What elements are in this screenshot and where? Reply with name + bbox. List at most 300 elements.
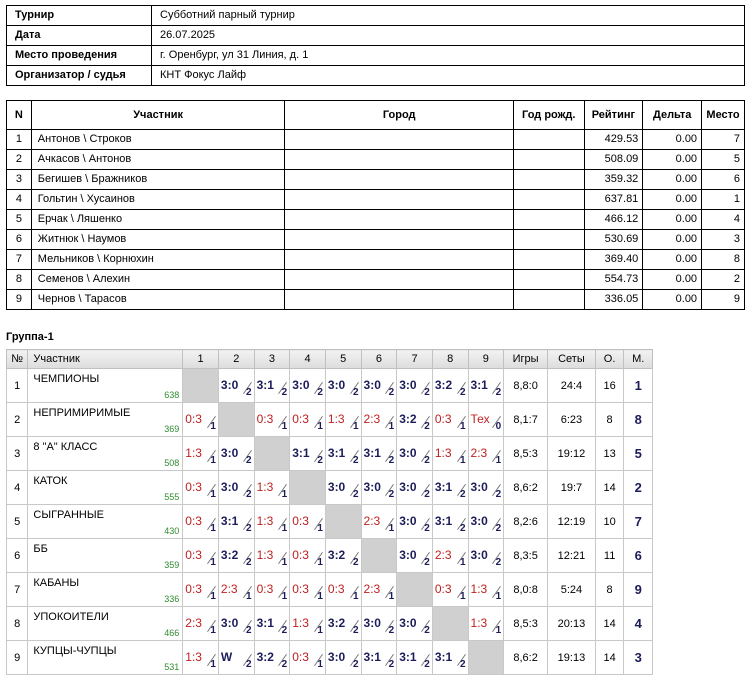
match-result [469, 473, 504, 502]
match-points: 1 [352, 591, 359, 602]
tournament-info-table [6, 5, 745, 86]
match-result [326, 643, 361, 672]
match-points: 1 [317, 557, 323, 568]
participant-year [513, 250, 584, 270]
match-cell [218, 607, 254, 641]
games-cell: 8,8:0 [504, 369, 548, 403]
participant-rating: 637.81 [584, 190, 643, 210]
match-score: 3:0 [220, 446, 239, 460]
participant-city [285, 210, 514, 230]
match-points: 1 [317, 659, 323, 670]
group-row-number: 2 [7, 403, 28, 437]
participant-rating: 554.73 [584, 270, 643, 290]
participant-city [285, 190, 514, 210]
points-cell: 14 [595, 471, 624, 505]
match-result [183, 541, 218, 570]
participant-city [285, 230, 514, 250]
match-cell [183, 369, 219, 403]
place-cell: 7 [624, 505, 653, 539]
participant-place: 6 [702, 170, 745, 190]
match-score: 3:0 [327, 378, 346, 392]
points-cell: 13 [595, 437, 624, 471]
match-points: 1 [317, 421, 323, 432]
points-cell: 11 [595, 539, 624, 573]
match-cell [183, 403, 219, 437]
match-cell [290, 403, 326, 437]
match-points: 1 [210, 489, 216, 500]
participant-city [285, 270, 514, 290]
team-rating: 466 [164, 628, 180, 638]
match-cell [183, 607, 219, 641]
match-score: 3:1 [470, 378, 488, 392]
match-cell [432, 369, 468, 403]
match-result [326, 439, 361, 468]
participant-place: 1 [702, 190, 745, 210]
match-result [255, 643, 290, 672]
group-header: № [7, 350, 28, 369]
match-result [219, 643, 254, 672]
match-score: 3:0 [399, 480, 417, 494]
match-cell [432, 471, 468, 505]
match-cell [290, 437, 326, 471]
participant-n: 4 [7, 190, 32, 210]
match-score: 1:3 [256, 514, 274, 528]
match-points: 2 [424, 455, 430, 466]
match-result [219, 371, 254, 400]
match-points: 1 [210, 455, 216, 466]
match-cell [468, 471, 504, 505]
team-cell [28, 403, 183, 437]
match-result [326, 473, 361, 502]
match-score: 3:2 [327, 548, 346, 562]
team-cell [28, 573, 183, 607]
match-score: 3:1 [363, 650, 381, 664]
match-cell [432, 437, 468, 471]
match-points: 2 [281, 387, 288, 398]
match-points: 1 [210, 659, 216, 670]
participant-year [513, 150, 584, 170]
match-points: 2 [424, 625, 430, 636]
participant-year [513, 290, 584, 310]
place-cell: 2 [624, 471, 653, 505]
match-cell [254, 403, 290, 437]
team-cell [28, 471, 183, 505]
participant-n: 6 [7, 230, 32, 250]
match-points: 2 [352, 489, 359, 500]
match-cell [397, 641, 433, 675]
match-points: 2 [424, 489, 430, 500]
match-cell [254, 369, 290, 403]
match-result [362, 439, 397, 468]
match-result [290, 643, 325, 672]
match-cell [468, 437, 504, 471]
match-result [290, 609, 325, 638]
match-cell [290, 641, 326, 675]
match-points: 1 [281, 489, 288, 500]
match-cell [397, 573, 433, 607]
info-label: Дата [7, 26, 152, 46]
participant-place: 8 [702, 250, 745, 270]
sets-cell: 19:7 [547, 471, 595, 505]
match-cell [254, 573, 290, 607]
points-cell: 14 [595, 641, 624, 675]
match-cell [468, 403, 504, 437]
group-header: 3 [254, 350, 290, 369]
participants-header: Рейтинг [584, 101, 643, 130]
team-name: 8 "А" КЛАСС [33, 441, 98, 453]
match-result [362, 405, 397, 434]
place-cell: 5 [624, 437, 653, 471]
group-row-number: 1 [7, 369, 28, 403]
match-points: 2 [246, 387, 252, 398]
match-result [183, 439, 218, 468]
match-score: 3:0 [327, 480, 346, 494]
match-score: 0:3 [292, 514, 309, 528]
match-points: 2 [246, 523, 252, 534]
sets-cell: 20:13 [547, 607, 595, 641]
group-header: 2 [218, 350, 254, 369]
match-result [219, 575, 254, 604]
match-cell [397, 539, 433, 573]
match-cell [432, 641, 468, 675]
match-score: 3:0 [470, 514, 488, 528]
place-cell: 6 [624, 539, 653, 573]
team-rating: 369 [164, 424, 180, 434]
match-score: 3:0 [363, 616, 381, 630]
match-score: 3:0 [363, 480, 381, 494]
match-points: 1 [388, 421, 395, 432]
info-value: 26.07.2025 [152, 26, 745, 46]
sets-cell: 6:23 [547, 403, 595, 437]
participant-rating: 530.69 [584, 230, 643, 250]
match-cell [397, 505, 433, 539]
participant-name: Житнюк \ Наумов [31, 230, 285, 250]
games-cell: 8,6:2 [504, 641, 548, 675]
participant-n: 1 [7, 130, 32, 150]
match-points: 0 [495, 421, 502, 432]
group-header: 5 [325, 350, 361, 369]
match-score: 1:3 [470, 616, 488, 630]
match-points: 2 [317, 455, 323, 466]
match-score: 3:0 [220, 616, 239, 630]
match-score: 1:3 [327, 412, 345, 426]
participant-year [513, 230, 584, 250]
participant-name: Ачкасов \ Антонов [31, 150, 285, 170]
match-points: 1 [210, 625, 216, 636]
team-rating: 531 [164, 662, 180, 672]
group-row-number: 7 [7, 573, 28, 607]
sets-cell: 12:21 [547, 539, 595, 573]
match-result [397, 609, 432, 638]
participant-city [285, 250, 514, 270]
team-rating: 508 [164, 458, 180, 468]
match-result [183, 473, 218, 502]
match-cell [361, 369, 397, 403]
sets-cell: 12:19 [547, 505, 595, 539]
match-cell [325, 437, 361, 471]
match-score: 3:1 [220, 514, 239, 528]
match-points: 2 [388, 387, 395, 398]
match-result [397, 473, 432, 502]
team-rating: 430 [164, 526, 180, 536]
place-cell: 1 [624, 369, 653, 403]
match-points: 2 [352, 455, 359, 466]
participant-delta: 0.00 [643, 290, 702, 310]
match-cell [325, 505, 361, 539]
match-result [397, 439, 432, 468]
participant-n: 3 [7, 170, 32, 190]
group-row-number: 6 [7, 539, 28, 573]
match-score: 3:0 [399, 616, 417, 630]
match-points: 1 [459, 591, 466, 602]
match-score: 0:3 [185, 480, 202, 494]
match-cell [218, 437, 254, 471]
match-cell [432, 539, 468, 573]
games-cell: 8,5:3 [504, 607, 548, 641]
match-cell [397, 369, 433, 403]
match-cell [218, 403, 254, 437]
match-result [183, 609, 218, 638]
match-score: 2:3 [220, 582, 238, 596]
match-result [255, 541, 290, 570]
match-result [433, 439, 468, 468]
points-cell: 8 [595, 573, 624, 607]
match-cell [183, 641, 219, 675]
team-name: УПОКОИТЕЛИ [33, 611, 109, 623]
group-row [7, 403, 653, 437]
match-points: 2 [495, 387, 502, 398]
match-result [433, 473, 468, 502]
match-result [469, 405, 504, 434]
points-cell: 16 [595, 369, 624, 403]
match-cell [290, 607, 326, 641]
match-points: 2 [352, 625, 359, 636]
match-result [469, 609, 504, 638]
participant-n: 8 [7, 270, 32, 290]
match-result [397, 405, 432, 434]
match-cell [468, 641, 504, 675]
group-header: 1 [183, 350, 219, 369]
match-result [255, 609, 290, 638]
games-cell: 8,0:8 [504, 573, 548, 607]
info-value: Субботний парный турнир [152, 6, 745, 26]
match-score: 2:3 [363, 412, 381, 426]
group-header: Участник [28, 350, 183, 369]
match-result [290, 439, 325, 468]
match-cell [468, 607, 504, 641]
match-points: 2 [424, 523, 430, 534]
team-cell [28, 505, 183, 539]
match-result [433, 575, 468, 604]
match-cell [183, 471, 219, 505]
match-points: 1 [495, 455, 502, 466]
participant-city [285, 130, 514, 150]
match-result [219, 541, 254, 570]
group-header: О. [595, 350, 624, 369]
participant-delta: 0.00 [643, 130, 702, 150]
match-result [219, 439, 254, 468]
participant-delta: 0.00 [643, 250, 702, 270]
participant-name: Мельников \ Корнюхин [31, 250, 285, 270]
participant-name: Бегишев \ Бражников [31, 170, 285, 190]
match-result [469, 507, 504, 536]
match-result [183, 405, 218, 434]
group-header: 9 [468, 350, 504, 369]
match-result [469, 439, 504, 468]
match-points: 2 [352, 659, 359, 670]
participant-place: 4 [702, 210, 745, 230]
info-row [7, 66, 745, 86]
match-result [219, 507, 254, 536]
match-points: 2 [246, 557, 252, 568]
group-header: М. [624, 350, 653, 369]
match-points: 1 [317, 523, 323, 534]
participant-year [513, 270, 584, 290]
match-score: 3:1 [399, 650, 417, 664]
match-cell [361, 403, 397, 437]
match-result [290, 541, 325, 570]
participant-city [285, 290, 514, 310]
match-points: 2 [424, 659, 430, 670]
match-points: 2 [459, 659, 466, 670]
match-score: 0:3 [185, 514, 202, 528]
participant-delta: 0.00 [643, 150, 702, 170]
match-result [255, 405, 290, 434]
match-result [326, 541, 361, 570]
participant-rating: 336.05 [584, 290, 643, 310]
match-score: Тех [470, 412, 490, 426]
games-cell: 8,3:5 [504, 539, 548, 573]
match-score: 1:3 [256, 480, 274, 494]
team-rating: 359 [164, 560, 180, 570]
match-cell [290, 471, 326, 505]
info-value: г. Оренбург, ул 31 Линия, д. 1 [152, 46, 745, 66]
match-score: 1:3 [185, 446, 202, 460]
match-result [326, 405, 361, 434]
match-score: 1:3 [434, 446, 452, 460]
match-points: 1 [210, 557, 216, 568]
match-cell [218, 573, 254, 607]
match-points: 1 [459, 455, 466, 466]
participant-row [7, 190, 745, 210]
match-cell [254, 471, 290, 505]
match-cell [432, 573, 468, 607]
team-name: НЕПРИМИРИМЫЕ [33, 407, 131, 419]
match-score: 1:3 [292, 616, 309, 630]
match-result [290, 371, 325, 400]
place-cell: 8 [624, 403, 653, 437]
participant-city [285, 150, 514, 170]
match-score: 0:3 [185, 548, 202, 562]
participant-row [7, 230, 745, 250]
sets-cell: 19:12 [547, 437, 595, 471]
match-cell [468, 539, 504, 573]
info-row [7, 46, 745, 66]
match-result [219, 473, 254, 502]
participant-place: 5 [702, 150, 745, 170]
match-cell [325, 471, 361, 505]
participant-delta: 0.00 [643, 190, 702, 210]
participant-delta: 0.00 [643, 230, 702, 250]
match-points: 2 [246, 659, 252, 670]
match-cell [325, 539, 361, 573]
participant-place: 2 [702, 270, 745, 290]
match-cell [361, 573, 397, 607]
sets-cell: 5:24 [547, 573, 595, 607]
team-rating: 638 [164, 390, 180, 400]
match-result [290, 507, 325, 536]
match-result [397, 643, 432, 672]
team-name: ББ [33, 543, 48, 555]
games-cell: 8,5:3 [504, 437, 548, 471]
match-points: 2 [388, 489, 395, 500]
match-result [362, 575, 397, 604]
participant-year [513, 170, 584, 190]
match-score: 3:1 [292, 446, 310, 460]
match-cell [325, 573, 361, 607]
match-points: 2 [495, 557, 502, 568]
match-cell [290, 539, 326, 573]
match-result [255, 575, 290, 604]
games-cell: 8,2:6 [504, 505, 548, 539]
participant-n: 7 [7, 250, 32, 270]
participant-name: Семенов \ Алехин [31, 270, 285, 290]
match-result [433, 541, 468, 570]
match-result [255, 507, 290, 536]
match-points: 2 [352, 387, 359, 398]
match-score: 3:2 [220, 548, 239, 562]
match-cell [254, 505, 290, 539]
team-cell [28, 641, 183, 675]
match-points: 1 [495, 591, 502, 602]
match-cell [254, 607, 290, 641]
match-score: 2:3 [363, 514, 381, 528]
match-result [469, 575, 504, 604]
match-points: 1 [281, 421, 288, 432]
match-score: 3:0 [470, 480, 488, 494]
match-result [362, 473, 397, 502]
match-points: 1 [317, 591, 323, 602]
match-points: 2 [246, 625, 252, 636]
match-score: 0:3 [434, 412, 452, 426]
group-header: Игры [504, 350, 548, 369]
match-result [362, 371, 397, 400]
match-cell [325, 369, 361, 403]
match-score: 0:3 [327, 582, 345, 596]
match-points: 2 [459, 489, 466, 500]
match-score: 2:3 [470, 446, 488, 460]
match-points: 1 [281, 557, 288, 568]
match-result [433, 405, 468, 434]
participants-header: Место [702, 101, 745, 130]
match-cell [432, 505, 468, 539]
group-row [7, 641, 653, 675]
match-cell [432, 403, 468, 437]
match-cell [468, 369, 504, 403]
group-header: 7 [397, 350, 433, 369]
match-score: 3:0 [327, 650, 346, 664]
group-row-number: 9 [7, 641, 28, 675]
group-crosstable [6, 349, 653, 675]
match-points: 2 [495, 523, 502, 534]
match-result [397, 541, 432, 570]
team-cell [28, 369, 183, 403]
group-header: 4 [290, 350, 326, 369]
sets-cell: 24:4 [547, 369, 595, 403]
match-result [290, 575, 325, 604]
match-points: 2 [246, 455, 252, 466]
participant-name: Чернов \ Тарасов [31, 290, 285, 310]
